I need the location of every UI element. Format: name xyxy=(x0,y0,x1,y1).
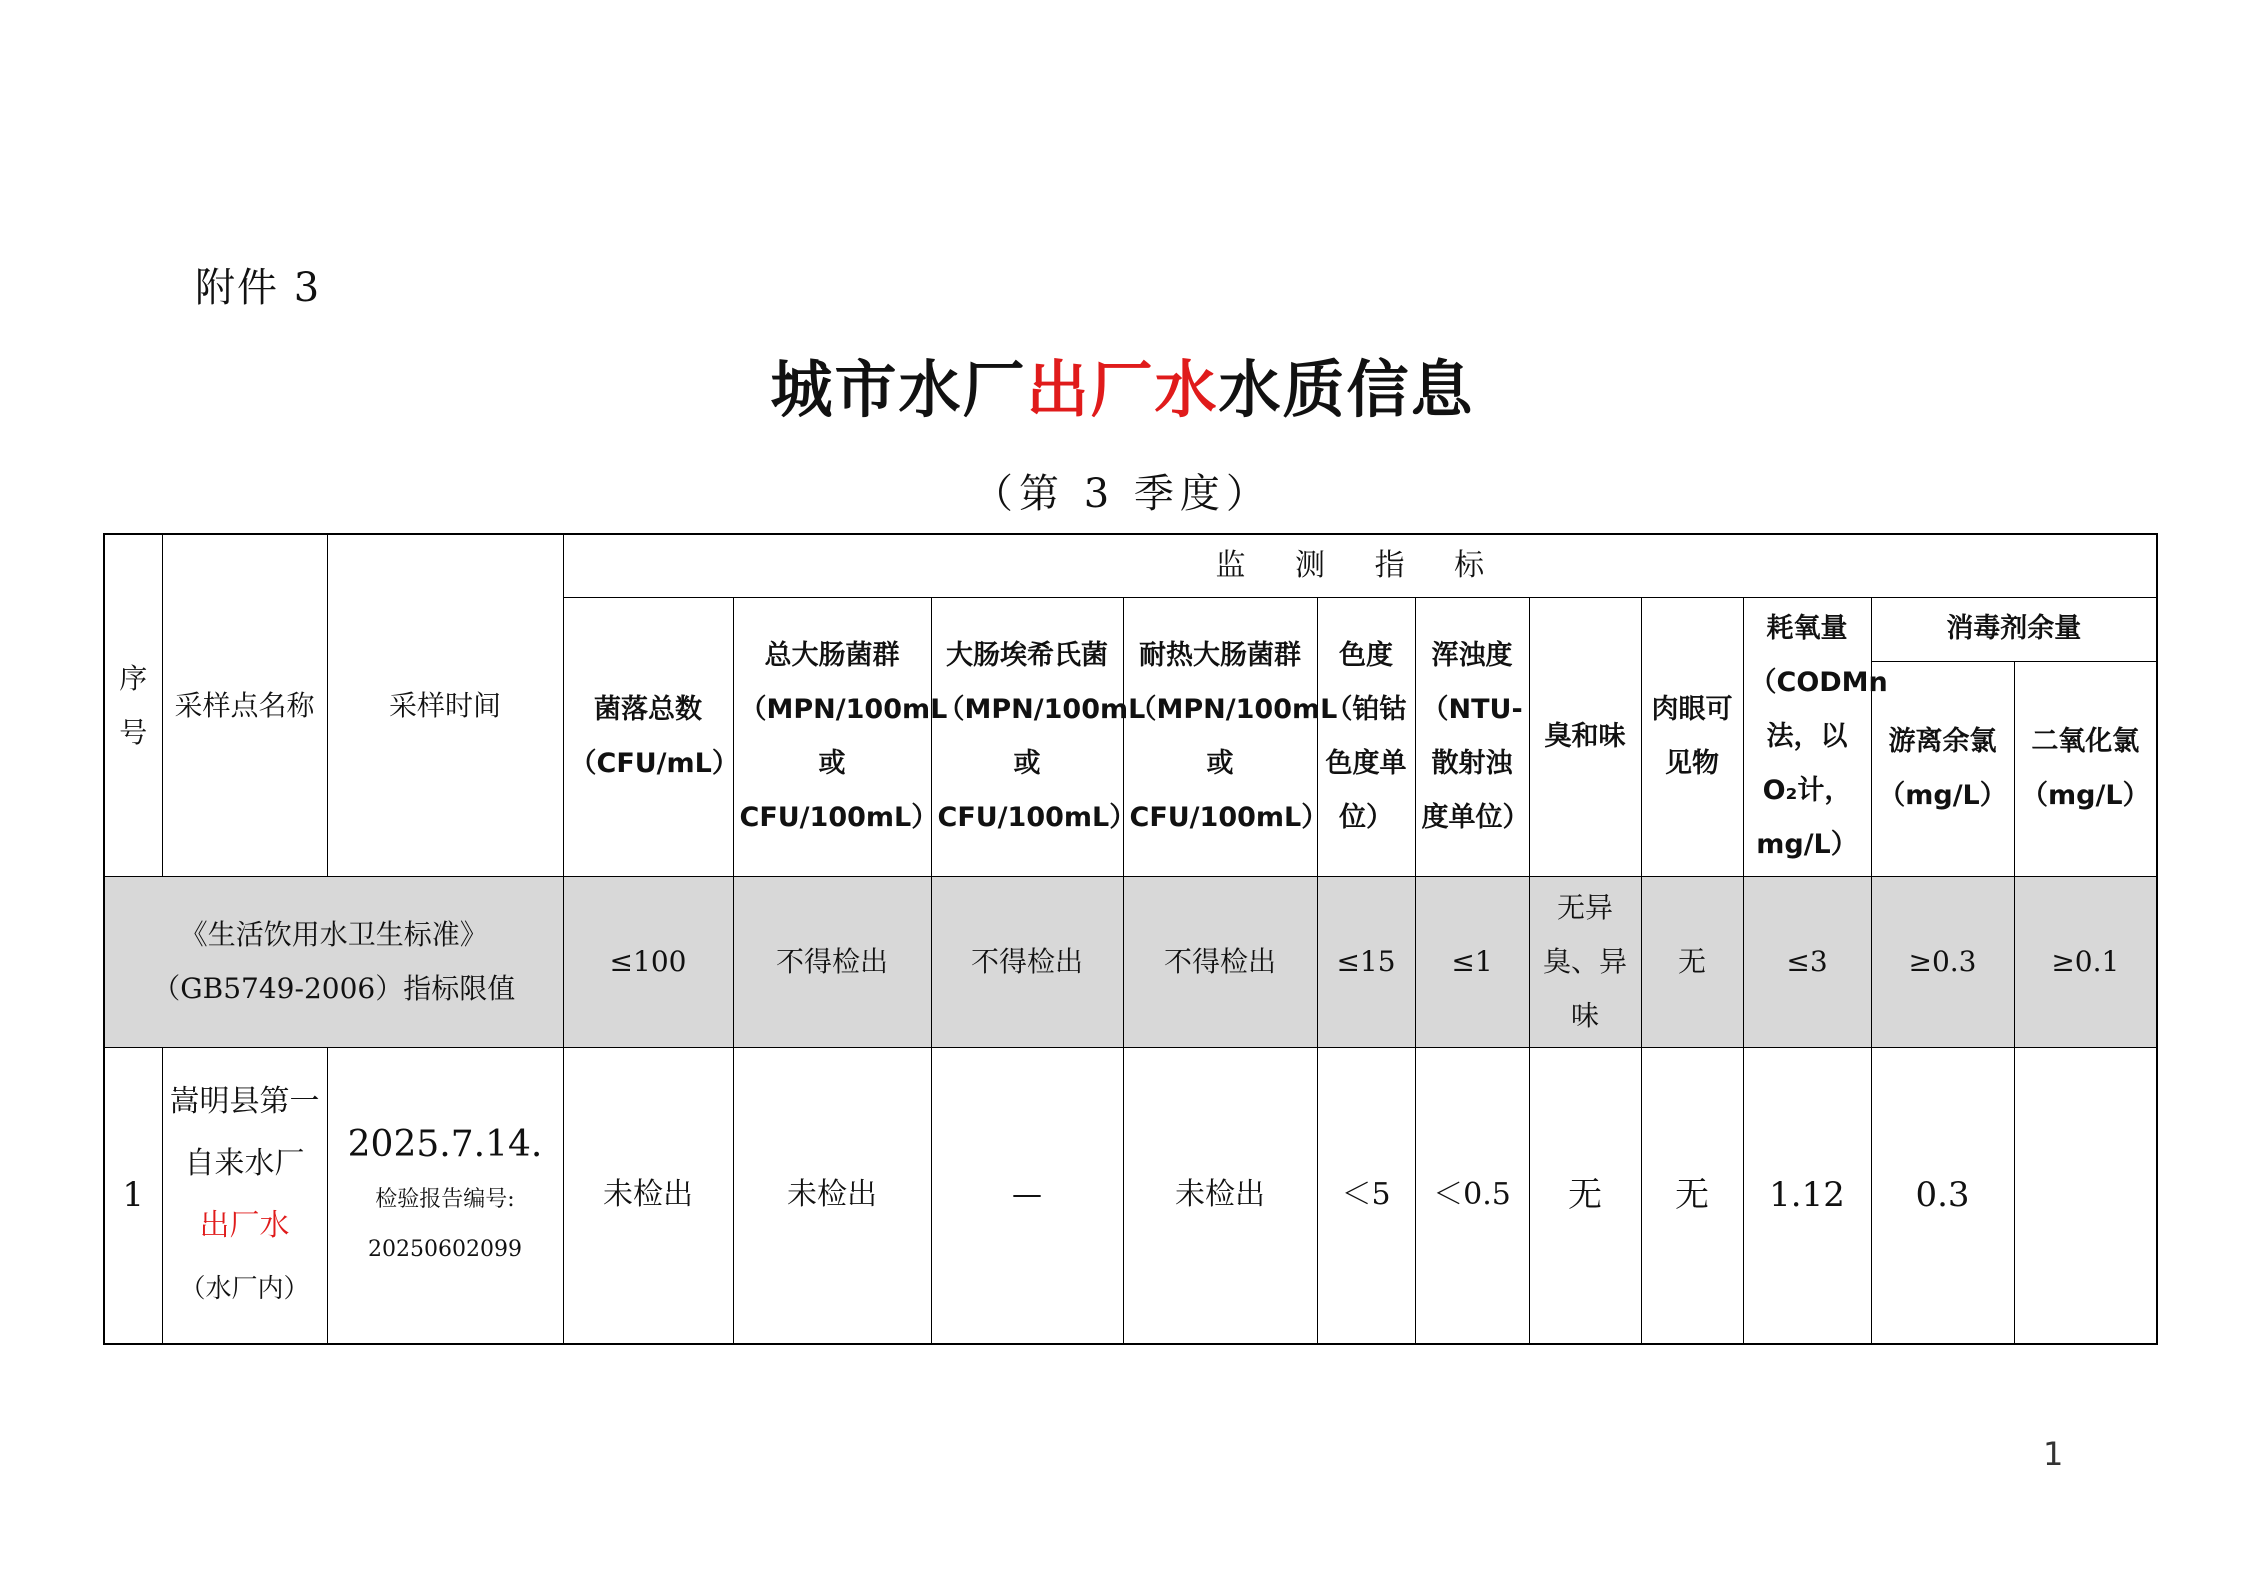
row-site xyxy=(162,1048,327,1344)
header-free-chlorine: 游离余氯（mg/L） xyxy=(1871,661,2014,876)
standard-ecoli: 不得检出 xyxy=(931,877,1123,1048)
row-coliform: 未检出 xyxy=(733,1048,931,1344)
standard-odor: 无异臭、异味 xyxy=(1529,877,1641,1048)
standard-coliform: 不得检出 xyxy=(733,877,931,1048)
standard-label-line1: 《生活饮用水卫生标准》 xyxy=(179,918,488,951)
header-disinfectant: 消毒剂余量 xyxy=(1871,598,2157,662)
row-thermo: 未检出 xyxy=(1123,1048,1317,1344)
row-site-name: 嵩明县第一自来水厂 xyxy=(169,1083,320,1181)
row-chlorine-dioxide xyxy=(2014,1048,2157,1344)
standard-thermo: 不得检出 xyxy=(1123,877,1317,1048)
row-visible: 无 xyxy=(1641,1048,1743,1344)
row-odor: 无 xyxy=(1529,1048,1641,1344)
title-part1: 城市水厂 xyxy=(770,353,1027,426)
header-ecoli: 大肠埃希氏菌（MPN/100mL或CFU/100mL） xyxy=(931,598,1123,877)
header-turbidity: 浑浊度（NTU-散射浊度单位） xyxy=(1415,598,1529,877)
header-bacteria: 菌落总数（CFU/mL） xyxy=(563,598,733,877)
header-time: 采样时间 xyxy=(327,534,563,877)
header-monitoring: 监 测 指 标 xyxy=(563,534,2157,598)
standard-turbidity: ≤1 xyxy=(1415,877,1529,1048)
title-part2: 水质信息 xyxy=(1218,353,1475,426)
header-oxygen: 耗氧量（CODMn法，以O₂计，mg/L） xyxy=(1743,598,1871,877)
page-number: 1 xyxy=(2043,1435,2064,1473)
water-quality-table xyxy=(103,533,2158,1345)
quarter-label: （第 3 季度） xyxy=(973,471,1272,517)
header-color: 色度（铂钴色度单位） xyxy=(1317,598,1415,877)
row-date: 2025.7.14. xyxy=(347,1124,543,1166)
header-thermo: 耐热大肠菌群（MPN/100mL或CFU/100mL） xyxy=(1123,598,1317,877)
row-seq: 1 xyxy=(104,1048,162,1344)
standard-visible: 无 xyxy=(1641,877,1743,1048)
row-color: ＜5 xyxy=(1317,1048,1415,1344)
row-turbidity: ＜0.5 xyxy=(1415,1048,1529,1344)
standard-oxygen: ≤3 xyxy=(1743,877,1871,1048)
attachment-label: 附件 3 xyxy=(195,265,322,311)
page-title xyxy=(0,340,2245,429)
row-bacteria: 未检出 xyxy=(563,1048,733,1344)
table-row xyxy=(104,1048,2157,1344)
standard-row xyxy=(104,877,2157,1048)
standard-label-line2: （GB5749-2006）指标限值 xyxy=(152,972,516,1005)
row-ecoli: — xyxy=(931,1048,1123,1344)
row-oxygen: 1.12 xyxy=(1743,1048,1871,1344)
title-highlight: 出厂水 xyxy=(1026,353,1219,426)
header-visible: 肉眼可见物 xyxy=(1641,598,1743,877)
row-site-note: （水厂内） xyxy=(179,1273,310,1304)
row-report-no: 20250602099 xyxy=(368,1237,522,1263)
row-free-chlorine: 0.3 xyxy=(1871,1048,2014,1344)
row-site-highlight: 出厂水 xyxy=(199,1207,290,1243)
standard-free-chlorine: ≥0.3 xyxy=(1871,877,2014,1048)
standard-label xyxy=(104,877,563,1048)
header-coliform: 总大肠菌群（MPN/100mL或CFU/100mL） xyxy=(733,598,931,877)
standard-color: ≤15 xyxy=(1317,877,1415,1048)
header-seq: 序号 xyxy=(104,534,162,877)
header-chlorine-dioxide: 二氧化氯（mg/L） xyxy=(2014,661,2157,876)
row-time xyxy=(327,1048,563,1344)
row-report-label: 检验报告编号: xyxy=(375,1187,515,1213)
header-site: 采样点名称 xyxy=(162,534,327,877)
standard-bacteria: ≤100 xyxy=(563,877,733,1048)
header-odor: 臭和味 xyxy=(1529,598,1641,877)
standard-chlorine-dioxide: ≥0.1 xyxy=(2014,877,2157,1048)
